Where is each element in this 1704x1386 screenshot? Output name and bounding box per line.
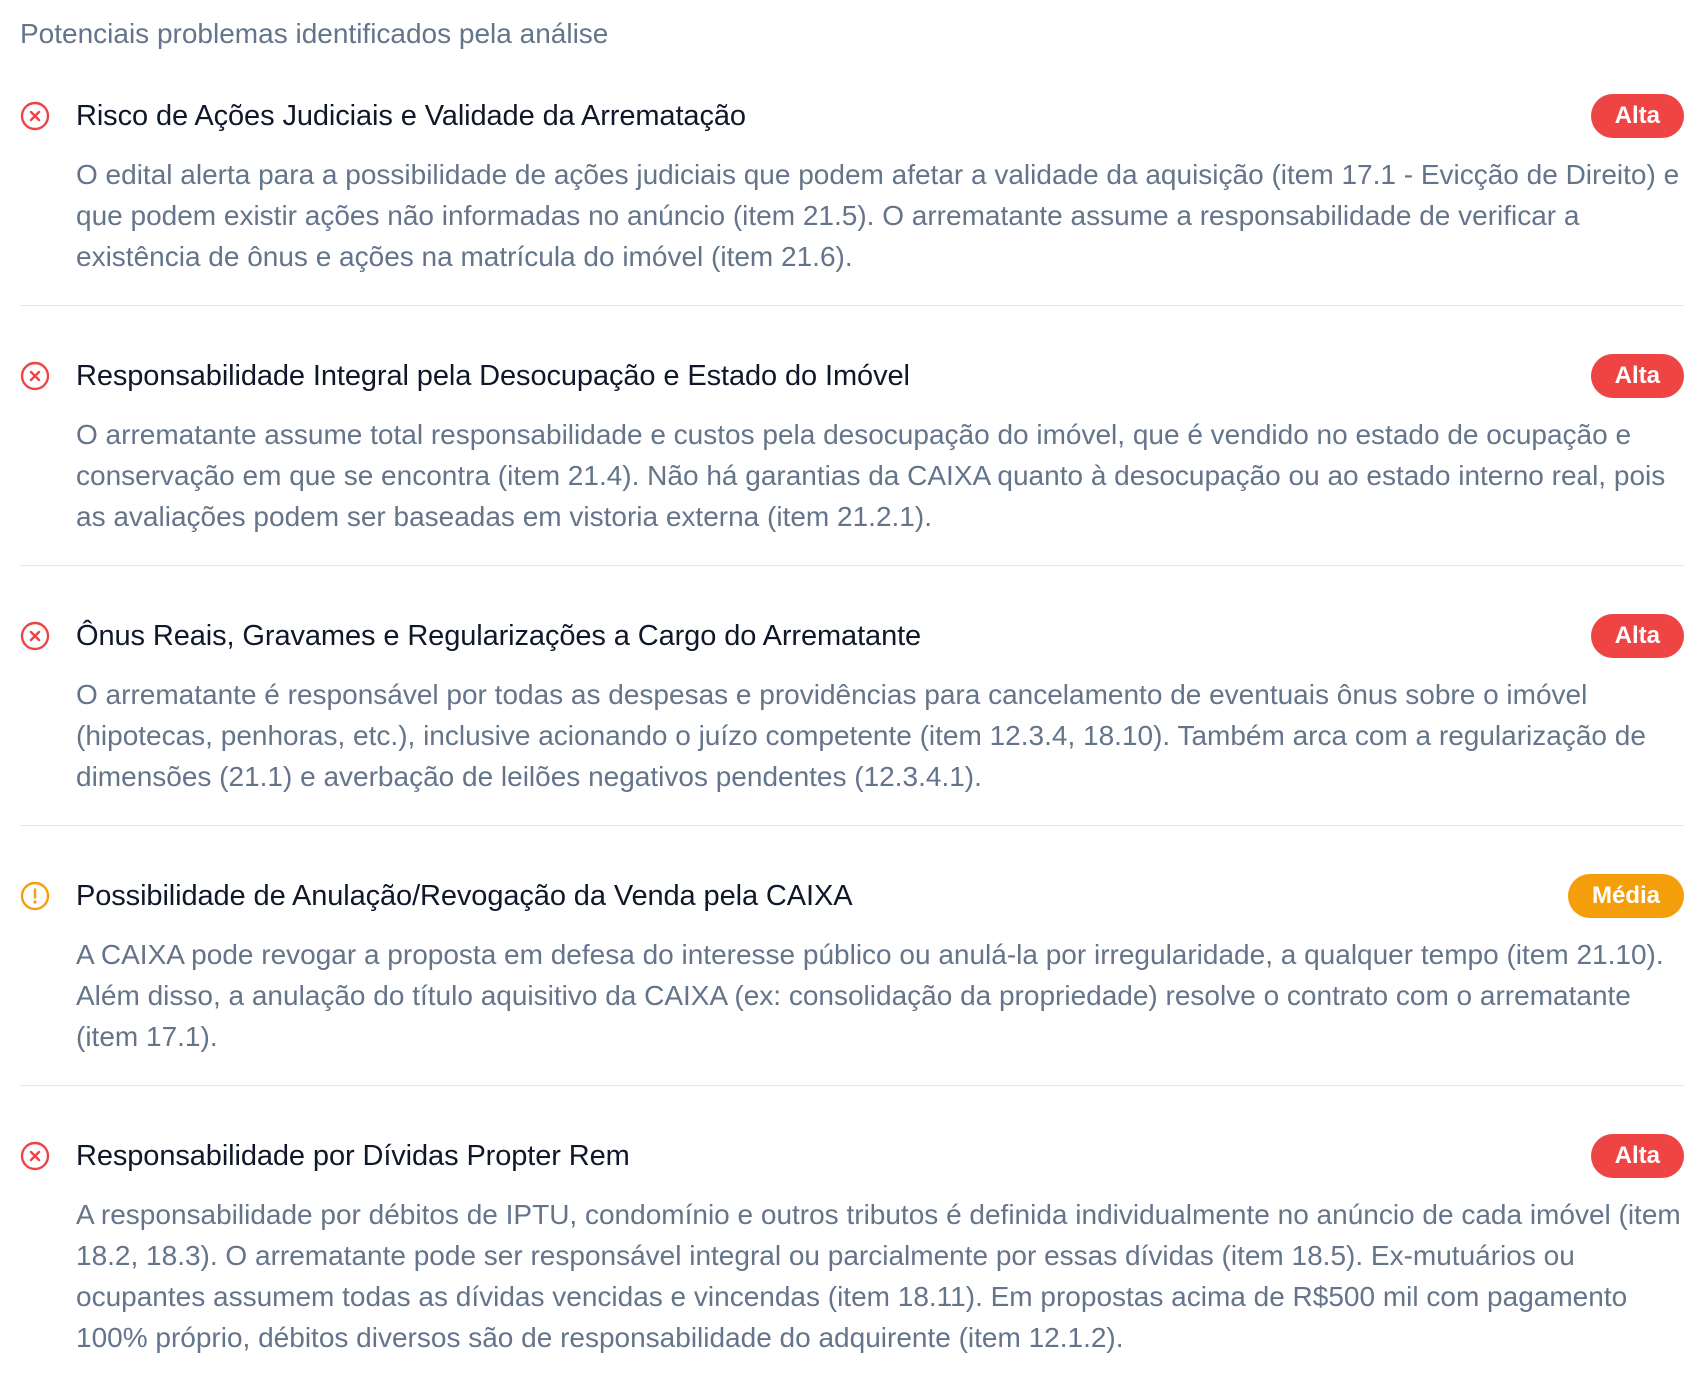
- issue-title: Responsabilidade Integral pela Desocupação e Estado do Imóvel: [76, 360, 910, 392]
- x-circle-icon: [20, 1141, 50, 1171]
- issue-description: A responsabilidade por débitos de IPTU, condomínio e outros tributos é definida individualmente no anúncio de cada imóvel (item 18.2, 18.3). O arrematante pode ser responsável integral ou parcialmente por essas dívidas (item 18.5). Ex-mutuários ou ocupantes assumem todas as dívidas vencidas e vincendas (item 18.11). Em propostas acima de R$500 mil com pagamento 100% próprio, débitos diversos são de responsabilidade do adquirente (item 12.1.2).: [76, 1199, 1681, 1353]
- issue-title: Ônus Reais, Gravames e Regularizações a Cargo do Arrematante: [76, 620, 922, 652]
- issue-description: A CAIXA pode revogar a proposta em defesa do interesse público ou anulá-la por irregularidade, a qualquer tempo (item 21.10). Além disso, a anulação do título aquisitivo da CAIXA (ex: consolidação da propriedade) resolve o contrato com o arrematante (item 17.1).: [76, 939, 1664, 1052]
- issue-header: [20, 352, 1684, 400]
- issue-title: Risco de Ações Judiciais e Validade da Arrematação: [76, 100, 746, 132]
- issue-header: [20, 92, 1684, 140]
- issue-description: O edital alerta para a possibilidade de ações judiciais que podem afetar a validade da aquisição (item 17.1 - Evicção de Direito) e que podem existir ações não informadas no anúncio (item 21.5). O arrematante assume a responsabilidade de verificar a existência de ônus e ações na matrícula do imóvel (item 21.6).: [76, 159, 1680, 272]
- issue-header: [20, 612, 1684, 660]
- alert-circle-icon: [20, 881, 50, 911]
- x-circle-icon: [20, 621, 50, 651]
- issue-item: [20, 612, 1684, 826]
- x-circle-icon: [20, 101, 50, 131]
- issue-item: [20, 1132, 1684, 1386]
- severity-badge: Média: [1568, 874, 1684, 918]
- severity-badge: Alta: [1591, 1134, 1684, 1178]
- severity-badge: Alta: [1591, 614, 1684, 658]
- issue-title: Possibilidade de Anulação/Revogação da Venda pela CAIXA: [76, 880, 853, 912]
- issue-header: [20, 1132, 1684, 1180]
- section-title: Potenciais problemas identificados pela análise: [20, 18, 609, 49]
- x-circle-icon: [20, 361, 50, 391]
- issue-title: Responsabilidade por Dívidas Propter Rem: [76, 1140, 630, 1172]
- severity-badge: Alta: [1591, 94, 1684, 138]
- issue-item: [20, 352, 1684, 566]
- severity-badge: Alta: [1591, 354, 1684, 398]
- issue-item: [20, 872, 1684, 1086]
- issue-item: [20, 92, 1684, 306]
- issue-description: O arrematante é responsável por todas as despesas e providências para cancelamento de eventuais ônus sobre o imóvel (hipotecas, penhoras, etc.), inclusive acionando o juízo competente (item 12.3.4, 18.10). Também arca com a regularização de dimensões (21.1) e averbação de leilões negativos pendentes (12.3.4.1).: [76, 679, 1646, 792]
- issue-header: [20, 872, 1684, 920]
- issue-description: O arrematante assume total responsabilidade e custos pela desocupação do imóvel, que é vendido no estado de ocupação e conservação em que se encontra (item 21.4). Não há garantias da CAIXA quanto à desocupação ou ao estado interno real, pois as avaliações podem ser baseadas em vistoria externa (item 21.2.1).: [76, 419, 1666, 532]
